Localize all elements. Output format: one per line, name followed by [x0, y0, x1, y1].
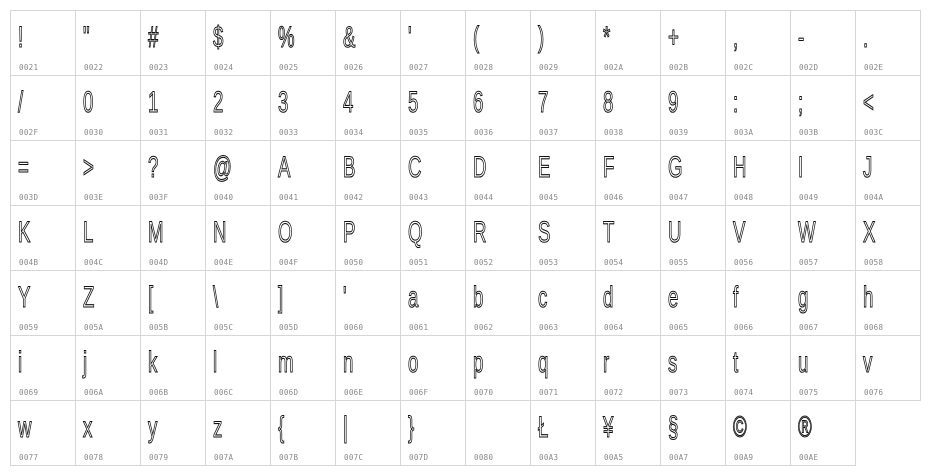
glyph-character: k [148, 346, 158, 379]
glyph-codepoint-label: 0060 [344, 322, 364, 332]
glyph-character: " [83, 21, 90, 54]
glyph-cell [596, 336, 661, 401]
glyph-character: p [473, 346, 484, 379]
glyph-character: 6 [473, 86, 484, 119]
glyph-codepoint-label: 0042 [344, 192, 364, 202]
glyph-cell [791, 336, 856, 401]
glyph-character: ( [473, 21, 480, 54]
glyph-codepoint-label: 0030 [84, 127, 104, 137]
glyph-cell [76, 271, 141, 336]
glyph-codepoint-label: 003B [799, 127, 819, 137]
glyph-codepoint-label: 0067 [799, 322, 819, 332]
glyph-character: e [668, 281, 679, 314]
glyph-codepoint-label: 0065 [669, 322, 689, 332]
glyph-character: | [343, 411, 348, 444]
glyph-character: B [343, 151, 356, 184]
glyph-character: q [538, 346, 549, 379]
glyph-cell [791, 401, 856, 466]
glyph-character: I [798, 151, 804, 184]
glyph-codepoint-label: 0073 [669, 387, 689, 397]
glyph-codepoint-label: 0024 [214, 62, 234, 72]
glyph-character: P [343, 216, 356, 249]
glyph-character: x [83, 411, 93, 444]
glyph-codepoint-label: 0080 [474, 452, 494, 462]
glyph-cell [271, 336, 336, 401]
glyph-cell [271, 141, 336, 206]
glyph-cell [336, 401, 401, 466]
glyph-character: N [213, 216, 227, 249]
glyph-codepoint-label: 0028 [474, 62, 494, 72]
glyph-character: § [668, 411, 679, 444]
glyph-codepoint-label: 0047 [669, 192, 689, 202]
glyph-codepoint-label: 00A7 [669, 452, 689, 462]
glyph-character: = [18, 151, 29, 184]
glyph-cell [466, 271, 531, 336]
glyph-character: i [18, 346, 23, 379]
glyph-codepoint-label: 005D [279, 322, 299, 332]
glyph-cell [596, 76, 661, 141]
glyph-cell [401, 271, 466, 336]
glyph-character: @ [213, 151, 232, 184]
glyph-codepoint-label: 0046 [604, 192, 624, 202]
glyph-codepoint-label: 003D [19, 192, 39, 202]
glyph-character: 0 [83, 86, 94, 119]
glyph-cell [726, 336, 791, 401]
glyph-character: } [408, 411, 415, 444]
glyph-character: Y [18, 281, 31, 314]
glyph-cell [531, 11, 596, 76]
glyph-cell [76, 141, 141, 206]
glyph-character: 9 [668, 86, 679, 119]
glyph-codepoint-label: 0032 [214, 127, 234, 137]
glyph-character: l [213, 346, 218, 379]
glyph-cell [11, 141, 76, 206]
glyph-codepoint-label: 007D [409, 452, 429, 462]
glyph-cell [336, 336, 401, 401]
glyph-character: E [538, 151, 551, 184]
glyph-cell [76, 76, 141, 141]
glyph-character: n [343, 346, 354, 379]
glyph-codepoint-label: 0074 [734, 387, 754, 397]
glyph-character: W [798, 216, 816, 249]
glyph-codepoint-label: 007B [279, 452, 299, 462]
glyph-cell [531, 141, 596, 206]
glyph-cell [401, 141, 466, 206]
glyph-cell [856, 11, 921, 76]
glyph-codepoint-label: 004C [84, 257, 104, 267]
glyph-codepoint-label: 0055 [669, 257, 689, 267]
glyph-cell [206, 11, 271, 76]
glyph-character: < [863, 86, 874, 119]
glyph-cell [791, 271, 856, 336]
glyph-character: 1 [148, 86, 159, 119]
glyph-cell [856, 206, 921, 271]
glyph-codepoint-label: 0075 [799, 387, 819, 397]
glyph-character: ' [343, 281, 347, 314]
glyph-cell [531, 271, 596, 336]
glyph-character: X [863, 216, 876, 249]
glyph-cell [271, 76, 336, 141]
glyph-cell [466, 11, 531, 76]
glyph-codepoint-label: 0059 [19, 322, 39, 332]
glyph-codepoint-label: 0079 [149, 452, 169, 462]
glyph-character: - [798, 21, 805, 54]
glyph-codepoint-label: 003C [864, 127, 884, 137]
glyph-character: ; [798, 86, 804, 119]
glyph-cell [271, 206, 336, 271]
glyph-codepoint-label: 005C [214, 322, 234, 332]
glyph-character: © [733, 411, 747, 444]
glyph-character: ] [278, 281, 284, 314]
glyph-character: > [83, 151, 94, 184]
glyph-character: 8 [603, 86, 614, 119]
glyph-cell [791, 76, 856, 141]
glyph-codepoint-label: 0057 [799, 257, 819, 267]
glyph-character: V [733, 216, 746, 249]
glyph-cell [596, 206, 661, 271]
glyph-codepoint-label: 002B [669, 62, 689, 72]
glyph-character: y [148, 411, 158, 444]
glyph-character: r [603, 346, 610, 379]
glyph-codepoint-label: 0027 [409, 62, 429, 72]
glyph-cell [531, 401, 596, 466]
glyph-codepoint-label: 0040 [214, 192, 234, 202]
glyph-codepoint-label: 0051 [409, 257, 429, 267]
glyph-cell [76, 11, 141, 76]
glyph-cell [206, 271, 271, 336]
glyph-character: z [213, 411, 223, 444]
glyph-cell [466, 401, 531, 466]
glyph-cell [726, 76, 791, 141]
glyph-cell [11, 401, 76, 466]
glyph-cell [726, 11, 791, 76]
glyph-cell [661, 206, 726, 271]
glyph-character: H [733, 151, 747, 184]
glyph-codepoint-label: 0038 [604, 127, 624, 137]
glyph-character: \ [213, 281, 219, 314]
glyph-codepoint-label: 0021 [19, 62, 39, 72]
glyph-cell [336, 11, 401, 76]
glyph-codepoint-label: 0064 [604, 322, 624, 332]
glyph-cell [596, 11, 661, 76]
glyph-cell [141, 206, 206, 271]
glyph-character: F [603, 151, 615, 184]
glyph-cell [726, 206, 791, 271]
glyph-codepoint-label: 003A [734, 127, 754, 137]
glyph-character: ® [798, 411, 812, 444]
glyph-grid [10, 10, 921, 466]
glyph-character: G [668, 151, 683, 184]
glyph-codepoint-label: 0033 [279, 127, 299, 137]
glyph-cell [661, 11, 726, 76]
glyph-codepoint-label: 0071 [539, 387, 559, 397]
glyph-codepoint-label: 0036 [474, 127, 494, 137]
glyph-cell [141, 141, 206, 206]
glyph-codepoint-label: 0035 [409, 127, 429, 137]
glyph-character: Q [408, 216, 423, 249]
glyph-cell [661, 336, 726, 401]
glyph-cell [856, 76, 921, 141]
glyph-codepoint-label: 0076 [864, 387, 884, 397]
glyph-codepoint-label: 0041 [279, 192, 299, 202]
glyph-codepoint-label: 004E [214, 257, 234, 267]
glyph-character: t [733, 346, 739, 379]
glyph-character: ) [538, 21, 545, 54]
glyph-codepoint-label: 0029 [539, 62, 559, 72]
glyph-character: U [668, 216, 682, 249]
glyph-codepoint-label: 0025 [279, 62, 299, 72]
glyph-cell [141, 76, 206, 141]
glyph-character: * [603, 21, 611, 54]
glyph-cell [271, 271, 336, 336]
glyph-cell [401, 336, 466, 401]
glyph-character: J [863, 151, 873, 184]
glyph-cell [141, 11, 206, 76]
glyph-character: a [408, 281, 419, 314]
glyph-codepoint-label: 0023 [149, 62, 169, 72]
glyph-codepoint-label: 00A9 [734, 452, 754, 462]
glyph-codepoint-label: 003F [149, 192, 169, 202]
glyph-cell [206, 336, 271, 401]
glyph-character: O [278, 216, 293, 249]
glyph-character: Z [83, 281, 95, 314]
glyph-codepoint-label: 0052 [474, 257, 494, 267]
glyph-codepoint-label: 0061 [409, 322, 429, 332]
glyph-cell [726, 401, 791, 466]
glyph-character: : [733, 86, 739, 119]
glyph-codepoint-label: 0078 [84, 452, 104, 462]
glyph-cell [791, 141, 856, 206]
glyph-cell [531, 76, 596, 141]
glyph-codepoint-label: 0026 [344, 62, 364, 72]
glyph-cell [336, 141, 401, 206]
glyph-character: { [278, 411, 285, 444]
glyph-cell [401, 11, 466, 76]
glyph-cell [531, 336, 596, 401]
glyph-codepoint-label: 0044 [474, 192, 494, 202]
glyph-cell [11, 336, 76, 401]
glyph-character: Ł [538, 411, 549, 444]
glyph-cell [11, 206, 76, 271]
glyph-codepoint-label: 0045 [539, 192, 559, 202]
glyph-character: ? [148, 151, 159, 184]
glyph-cell [466, 141, 531, 206]
glyph-cell [76, 206, 141, 271]
glyph-codepoint-label: 003E [84, 192, 104, 202]
glyph-character: m [278, 346, 294, 379]
glyph-codepoint-label: 0043 [409, 192, 429, 202]
glyph-codepoint-label: 006C [214, 387, 234, 397]
glyph-character: L [83, 216, 94, 249]
glyph-character: h [863, 281, 874, 314]
glyph-cell [466, 206, 531, 271]
glyph-cell [401, 401, 466, 466]
glyph-codepoint-label: 0068 [864, 322, 884, 332]
glyph-codepoint-label: 0058 [864, 257, 884, 267]
glyph-cell [206, 76, 271, 141]
glyph-cell [76, 401, 141, 466]
glyph-character: $ [213, 21, 224, 54]
glyph-codepoint-label: 0022 [84, 62, 104, 72]
glyph-cell [661, 141, 726, 206]
glyph-cell [401, 76, 466, 141]
glyph-codepoint-label: 006D [279, 387, 299, 397]
glyph-cell [76, 336, 141, 401]
glyph-codepoint-label: 0054 [604, 257, 624, 267]
glyph-cell [11, 271, 76, 336]
glyph-cell [336, 271, 401, 336]
glyph-character: D [473, 151, 487, 184]
glyph-character: ¥ [603, 411, 614, 444]
glyph-codepoint-label: 006A [84, 387, 104, 397]
glyph-character: S [538, 216, 551, 249]
glyph-character: / [18, 86, 24, 119]
glyph-character: + [668, 21, 679, 54]
glyph-cell [531, 206, 596, 271]
glyph-cell [401, 206, 466, 271]
glyph-cell [206, 141, 271, 206]
glyph-cell [11, 11, 76, 76]
glyph-character: 4 [343, 86, 354, 119]
glyph-codepoint-label: 0066 [734, 322, 754, 332]
glyph-codepoint-label: 007A [214, 452, 234, 462]
glyph-cell [596, 401, 661, 466]
glyph-character: f [733, 281, 739, 314]
glyph-cell [596, 141, 661, 206]
glyph-character: , [733, 21, 739, 54]
glyph-character: R [473, 216, 487, 249]
glyph-codepoint-label: 0037 [539, 127, 559, 137]
glyph-cell [856, 141, 921, 206]
glyph-codepoint-label: 0056 [734, 257, 754, 267]
glyph-cell [466, 336, 531, 401]
glyph-cell [791, 206, 856, 271]
glyph-cell [726, 271, 791, 336]
glyph-codepoint-label: 002A [604, 62, 624, 72]
glyph-codepoint-label: 002D [799, 62, 819, 72]
glyph-cell [271, 11, 336, 76]
glyph-codepoint-label: 005A [84, 322, 104, 332]
glyph-character: 3 [278, 86, 289, 119]
glyph-character: [ [148, 281, 154, 314]
glyph-character: 2 [213, 86, 224, 119]
glyph-character: C [408, 151, 422, 184]
glyph-character: u [798, 346, 809, 379]
glyph-cell [596, 271, 661, 336]
glyph-cell [11, 76, 76, 141]
glyph-cell [466, 76, 531, 141]
glyph-codepoint-label: 0034 [344, 127, 364, 137]
glyph-character: 7 [538, 86, 549, 119]
glyph-cell [856, 271, 921, 336]
glyph-character: A [278, 151, 291, 184]
glyph-character: M [148, 216, 164, 249]
glyph-codepoint-label: 00AE [799, 452, 819, 462]
glyph-character: g [798, 281, 809, 314]
glyph-cell [791, 11, 856, 76]
glyph-character: w [18, 411, 32, 444]
glyph-character: % [278, 21, 295, 54]
glyph-character: T [603, 216, 615, 249]
glyph-cell [206, 401, 271, 466]
glyph-character: . [863, 21, 869, 54]
glyph-cell [661, 76, 726, 141]
glyph-cell [271, 401, 336, 466]
glyph-codepoint-label: 004B [19, 257, 39, 267]
glyph-cell [141, 336, 206, 401]
glyph-character: v [863, 346, 873, 379]
glyph-character: ! [18, 21, 24, 54]
glyph-cell [336, 76, 401, 141]
glyph-cell [661, 271, 726, 336]
glyph-cell [141, 401, 206, 466]
glyph-cell [661, 401, 726, 466]
glyph-codepoint-label: 007C [344, 452, 364, 462]
glyph-codepoint-label: 00A5 [604, 452, 624, 462]
glyph-codepoint-label: 0063 [539, 322, 559, 332]
glyph-cell [336, 206, 401, 271]
glyph-codepoint-label: 0048 [734, 192, 754, 202]
glyph-cell [726, 141, 791, 206]
glyph-codepoint-label: 005B [149, 322, 169, 332]
glyph-codepoint-label: 0072 [604, 387, 624, 397]
glyph-codepoint-label: 0077 [19, 452, 39, 462]
glyph-codepoint-label: 006B [149, 387, 169, 397]
glyph-character: # [148, 21, 159, 54]
glyph-codepoint-label: 006F [409, 387, 429, 397]
glyph-character: 5 [408, 86, 419, 119]
glyph-character: b [473, 281, 484, 314]
glyph-character: s [668, 346, 678, 379]
glyph-codepoint-label: 002F [19, 127, 39, 137]
glyph-codepoint-label: 002C [734, 62, 754, 72]
glyph-codepoint-label: 0062 [474, 322, 494, 332]
glyph-codepoint-label: 0069 [19, 387, 39, 397]
glyph-codepoint-label: 004F [279, 257, 299, 267]
glyph-character: ' [408, 21, 412, 54]
glyph-codepoint-label: 0053 [539, 257, 559, 267]
glyph-codepoint-label: 006E [344, 387, 364, 397]
glyph-character: d [603, 281, 614, 314]
glyph-codepoint-label: 0031 [149, 127, 169, 137]
glyph-codepoint-label: 0049 [799, 192, 819, 202]
glyph-codepoint-label: 0070 [474, 387, 494, 397]
glyph-cell [141, 271, 206, 336]
glyph-character: o [408, 346, 419, 379]
glyph-codepoint-label: 002E [864, 62, 884, 72]
glyph-cell [206, 206, 271, 271]
glyph-codepoint-label: 004D [149, 257, 169, 267]
glyph-codepoint-label: 004A [864, 192, 884, 202]
glyph-character: & [343, 21, 356, 54]
glyph-character: c [538, 281, 548, 314]
glyph-codepoint-label: 00A3 [539, 452, 559, 462]
glyph-codepoint-label: 0050 [344, 257, 364, 267]
glyph-codepoint-label: 0039 [669, 127, 689, 137]
glyph-character: j [83, 346, 88, 379]
glyph-cell [856, 336, 921, 401]
glyph-character: K [18, 216, 31, 249]
